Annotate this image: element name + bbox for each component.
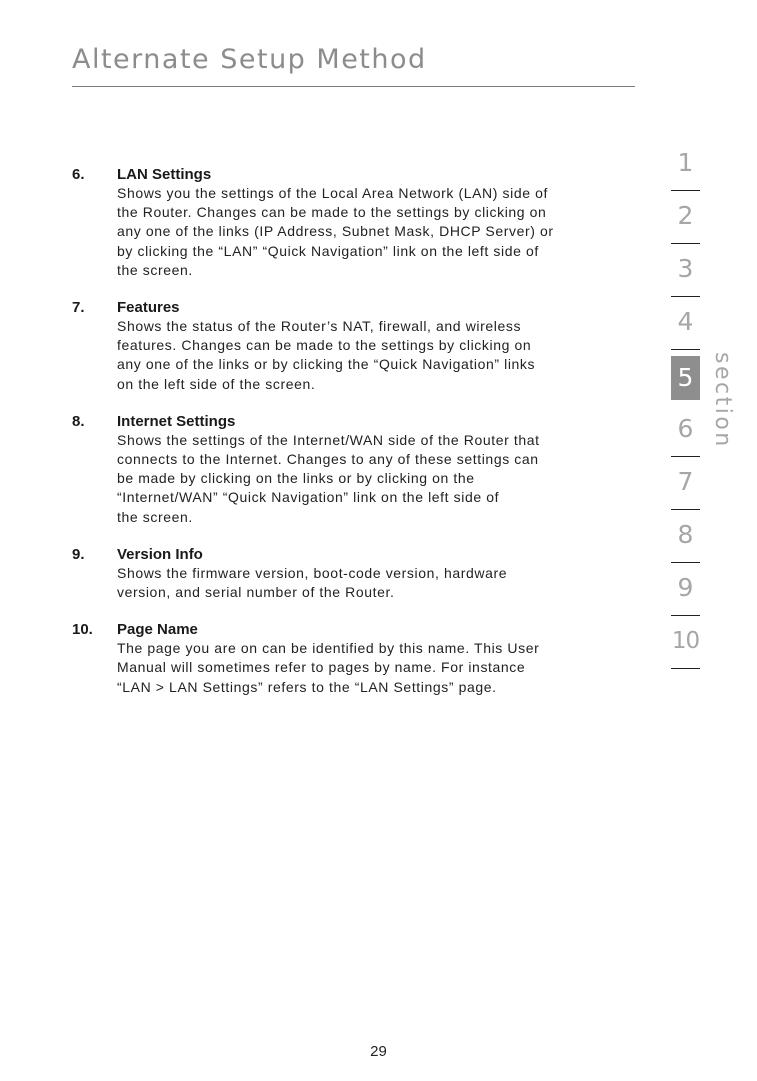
item-line: connects to the Internet. Changes to any of these settings can: [117, 451, 539, 468]
section-label: section: [710, 352, 735, 449]
item-line: by clicking the “LAN” “Quick Navigation” link on the left side of: [117, 242, 539, 259]
item-number: 6.: [72, 166, 85, 183]
item-line: be made by clicking on the links or by clicking on the: [117, 470, 475, 487]
section-tab-3: 3: [671, 246, 700, 297]
item-line: “Internet/WAN” “Quick Navigation” link on the left side of: [117, 489, 500, 506]
list-item: [72, 412, 632, 527]
content-list: [72, 165, 632, 715]
list-item: [72, 298, 632, 394]
item-text: [117, 184, 632, 280]
item-line: any one of the links (IP Address, Subnet Mask, DHCP Server) or: [117, 223, 554, 240]
item-line: features. Changes can be made to the settings by clicking on: [117, 337, 532, 354]
section-tab-10: 10: [671, 618, 700, 669]
section-tab-2: 2: [671, 193, 700, 244]
item-number: 7.: [72, 299, 85, 317]
item-heading: Version Info: [117, 545, 203, 563]
section-tab-5-active: 5: [671, 356, 700, 400]
item-line: Shows the status of the Router’s NAT, firewall, and wireless: [117, 318, 522, 335]
item-line: Shows the firmware version, boot-code version, hardware: [117, 564, 508, 581]
item-line: on the left side of the screen.: [117, 375, 316, 392]
section-tab-6: 6: [671, 406, 700, 457]
item-line: The page you are on can be identified by this name. This User: [117, 640, 540, 657]
item-line: any one of the links or by clicking the “Quick Navigation” links: [117, 356, 536, 373]
item-text: [117, 317, 632, 394]
item-number: 8.: [72, 412, 85, 430]
item-line: version, and serial number of the Router.: [117, 584, 395, 601]
title-divider: [72, 86, 635, 87]
item-number: 9.: [72, 545, 85, 563]
item-line: “LAN > LAN Settings” refers to the “LAN Settings” page.: [117, 678, 497, 695]
item-line: the screen.: [117, 508, 193, 525]
item-line: Manual will sometimes refer to pages by name. For instance: [117, 659, 526, 676]
item-line: the screen.: [117, 261, 193, 278]
section-tab-9: 9: [671, 565, 700, 616]
item-text: [117, 564, 632, 602]
section-tab-7: 7: [671, 459, 700, 510]
item-text: [117, 431, 632, 527]
item-heading: LAN Settings: [117, 166, 212, 183]
item-line: the Router. Changes can be made to the settings by clicking on: [117, 204, 547, 221]
item-heading: Page Name: [117, 621, 198, 639]
section-tab-8: 8: [671, 512, 700, 563]
page-title: Alternate Setup Method: [72, 44, 427, 75]
section-nav: [671, 140, 700, 671]
section-tab-4: 4: [671, 299, 700, 350]
item-heading: Internet Settings: [117, 412, 236, 430]
item-number: 10.: [72, 621, 93, 639]
list-item: [72, 545, 632, 602]
item-text: [117, 639, 632, 697]
item-line: Shows the settings of the Internet/WAN side of the Router that: [117, 431, 540, 448]
list-item: [72, 165, 632, 280]
item-line: Shows you the settings of the Local Area Network (LAN) side of: [117, 185, 548, 201]
page-number: 29: [370, 1043, 387, 1060]
list-item: [72, 620, 632, 697]
item-heading: Features: [117, 299, 180, 317]
section-tab-1: 1: [671, 140, 700, 191]
